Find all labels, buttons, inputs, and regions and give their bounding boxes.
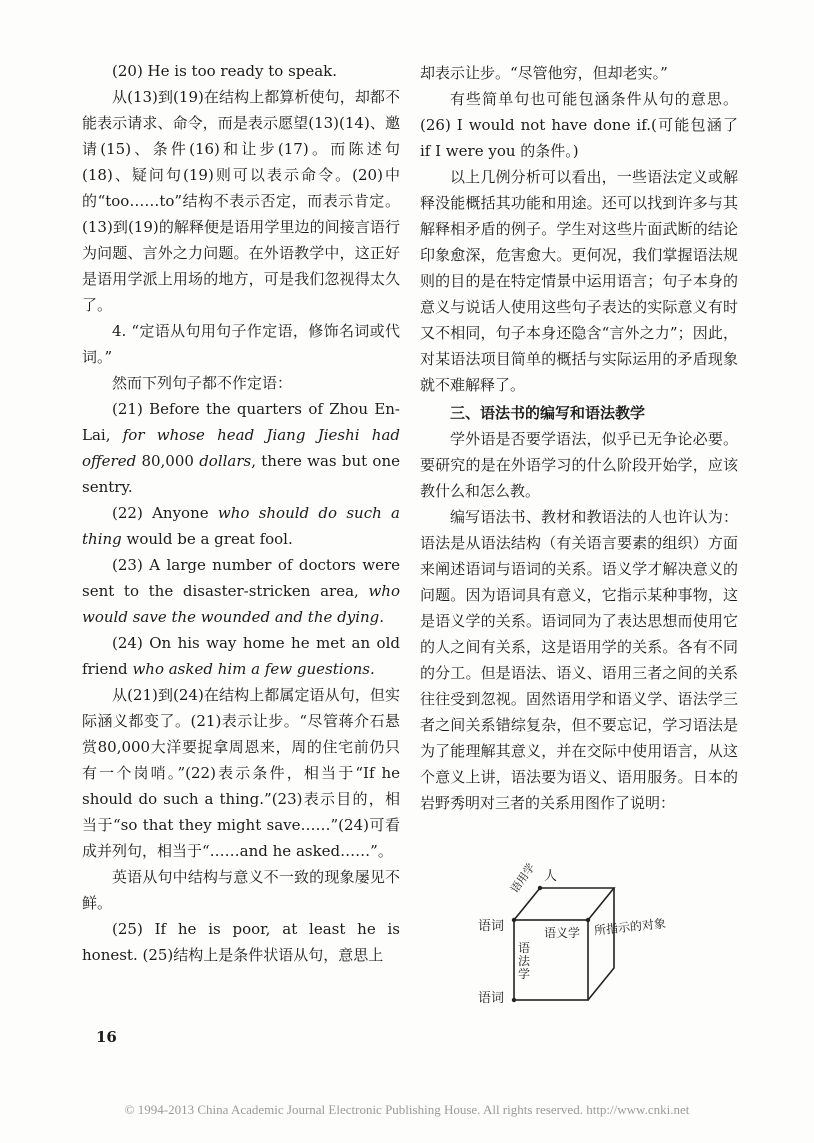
- page-number: 16: [96, 1028, 117, 1046]
- example-21-text: (21) Before the quarters of Zhou En-Lai,: [82, 400, 400, 444]
- example-21-rest: , there was but one sentry.: [82, 452, 401, 496]
- paragraph-conclusion: 以上几例分析可以看出，一些语法定义或解释没能概括其功能和用途。还可以找到许多与其解释相矛盾的例子。学生对这些片面武断的结论印象愈深，危害愈大。更何况，我们掌握语法规则的目的是在特定情景中运用语言；句子本身的意义与说话人使用这些句子表达的实际意义有时又不相同，句子本身还隐含“言外之力”；因此，对某语法项目简单的概括与实际运用的矛盾现象就不难解释了。: [420, 168, 738, 394]
- paragraph-analysis-13-19: 从(13)到(19)在结构上都算析使句，却都不能表示请求、命令，而是表示愿望(13)(14)、邀请(15)、条件(16)和让步(17)。而陈述句(18)、疑问句(19)则可以表示命令。(20)中的“too……to”结构不表示否定，而表示肯定。(13)到(19)的解释便是语用学里边的间接言语行为问题、言外之力问题。在外语教学中，这正好是语用学派上用场的地方，可是我们忽视得太久了。: [82, 88, 400, 314]
- paragraph-analysis-21-24: 从(21)到(24)在结构上都属定语从句，但实际涵义都变了。(21)表示让步。“尽管蒋介石悬赏80,000大洋要捉拿周恩来，周的住宅前仍只有一个岗哨。”(22)表示条件，相当于“If he should do such a thing.”(23)表示目的，相当于“so that they might save……”(24)可看成并列句，相当于“……and he asked……”。: [82, 686, 400, 860]
- example-21-dollars: dollars: [199, 452, 252, 470]
- example-21-clause: for whose head Jiang Jieshi had offered: [82, 426, 400, 470]
- example-21-amount: 80,000: [136, 452, 200, 470]
- section-3-heading: 三、语法书的编写和语法教学: [450, 404, 646, 422]
- paragraph-grammar-books: 编写语法书、教材和教语法的人也许认为：语法是从语法结构（有关语言要素的组织）方面来阐述语词与语词的关系。语义学才解决意义的问题。因为语词具有意义，它指示某种事物，这是语义学的关系。语词同为了表达思想而使用它的人之间有关系，这是语用学的关系。各有不同的分工。但是语法、语义、语用三者之间的关系往往受到忽视。固然语用学和语义学、语法学三者之间关系错综复杂，但不要忘记，学习语法是为了能理解其意义，并在交际中使用语言，从这个意义上讲，语法要为语义、语用服务。日本的岩野秀明对三者的关系用图作了说明：: [420, 508, 738, 812]
- paragraph-simple-sentence: 有些简单句也可能包涵条件从句的意思。(26) I would not have done if.(可能包涵了 if I were you 的条件。): [420, 90, 738, 160]
- label-person: 人: [544, 869, 558, 884]
- example-22: [82, 500, 400, 552]
- section-4-heading: 4. “定语从句用句子作定语，修饰名词或代词。”: [82, 322, 400, 366]
- example-23-clause: who would save the wounded and the dying.: [82, 582, 400, 626]
- example-20: (20) He is too ready to speak.: [112, 62, 338, 80]
- grammar-semantics-pragmatics-diagram: [460, 862, 710, 1022]
- label-referent: 所指示的对象: [593, 916, 667, 938]
- example-23: [82, 552, 400, 630]
- example-21: [82, 396, 400, 500]
- example-23-text: (23) A large number of doctors were sent to the disaster-stricken area,: [82, 556, 400, 600]
- right-column: [420, 60, 738, 816]
- left-column: [82, 58, 400, 968]
- label-pragmatics: 语用学: [508, 860, 538, 896]
- example-22-rest: would be a great fool.: [121, 530, 293, 548]
- label-word-top: 语词: [478, 919, 505, 934]
- example-22-text: (22) Anyone: [112, 504, 218, 522]
- paragraph-intro-examples: 然而下列句子都不作定语：: [112, 374, 293, 392]
- paragraph-mismatch: 英语从句中结构与意义不一致的现象屡见不鲜。: [82, 868, 400, 912]
- example-25: (25) If he is poor, at least he is honest. (25)结构上是条件状语从句，意思上: [82, 920, 400, 964]
- example-24-clause: who asked him a few guestions.: [132, 660, 375, 678]
- example-24: [82, 630, 400, 682]
- paragraph-continuation: 却表示让步。“尽管他穷，但却老实。”: [420, 64, 668, 82]
- copyright-footer: © 1994-2013 China Academic Journal Electronic Publishing House. All rights reserved. http://www.cnki.net: [124, 1102, 690, 1117]
- example-22-clause: who should do such a thing: [82, 504, 400, 548]
- label-semantics: 语义学: [544, 926, 581, 940]
- cube-top-face: [514, 888, 614, 920]
- label-word-bottom: 语词: [478, 991, 505, 1006]
- label-syntax: 语法学: [518, 941, 531, 981]
- example-24-text: (24) On his way home he met an old friend: [82, 634, 400, 678]
- paragraph-learning-grammar: 学外语是否要学语法，似乎已无争论必要。要研究的是在外语学习的什么阶段开始学，应该教什么和怎么教。: [420, 430, 738, 500]
